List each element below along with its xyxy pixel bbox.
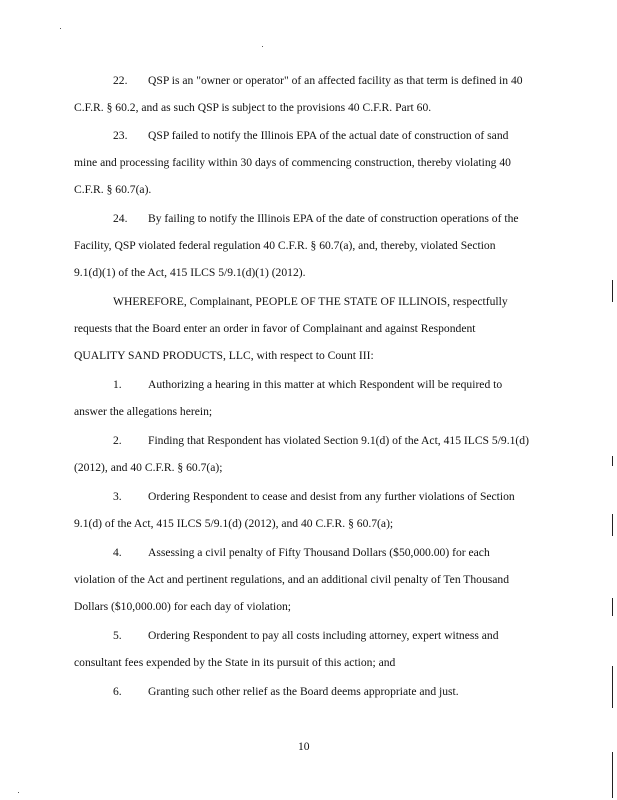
text-line: QSP is an "owner or operator" of an affected facility as that term is defined in 40 — [148, 74, 523, 87]
text-line: Finding that Respondent has violated Section 9.1(d) of the Act, 415 ILCS 5/9.1(d) — [148, 434, 529, 447]
text-line: Granting such other relief as the Board deems appropriate and just. — [148, 685, 459, 698]
paragraph-number: 23. — [113, 129, 128, 142]
text-line: Authorizing a hearing in this matter at which Respondent will be required to — [148, 378, 503, 391]
scan-speck — [262, 46, 263, 47]
margin-revision-bar — [612, 280, 613, 302]
text-line: 9.1(d)(1) of the Act, 415 ILCS 5/9.1(d)(1) (2012). — [74, 266, 306, 279]
text-line: answer the allegations herein; — [74, 405, 213, 418]
paragraph-number: 24. — [113, 212, 128, 225]
margin-revision-bar — [612, 598, 613, 616]
text-line: Facility, QSP violated federal regulation 40 C.F.R. § 60.7(a), and, thereby, violated Section — [74, 239, 496, 252]
margin-revision-bar — [612, 666, 613, 708]
text-line: By failing to notify the Illinois EPA of the date of construction operations of the — [148, 212, 519, 225]
text-line: consultant fees expended by the State in its pursuit of this action; and — [74, 656, 396, 669]
relief-number: 3. — [113, 490, 122, 503]
text-line: C.F.R. § 60.7(a). — [74, 183, 152, 196]
margin-revision-bar — [612, 752, 613, 798]
relief-number: 4. — [113, 546, 122, 559]
text-line: 9.1(d) of the Act, 415 ILCS 5/9.1(d) (2012), and 40 C.F.R. § 60.7(a); — [74, 517, 394, 530]
text-line: requests that the Board enter an order in favor of Complainant and against Respondent — [74, 322, 476, 335]
text-line: QUALITY SAND PRODUCTS, LLC, with respect to Count III: — [74, 349, 374, 362]
text-line: Assessing a civil penalty of Fifty Thousand Dollars ($50,000.00) for each — [148, 546, 490, 559]
text-line: QSP failed to notify the Illinois EPA of the actual date of construction of sand — [148, 129, 509, 142]
text-line: violation of the Act and pertinent regulations, and an additional civil penalty of Ten Thousand — [74, 573, 510, 586]
text-line: Ordering Respondent to pay all costs including attorney, expert witness and — [148, 629, 499, 642]
margin-revision-bar — [612, 514, 613, 536]
page-number: 10 — [298, 740, 310, 753]
text-line: C.F.R. § 60.2, and as such QSP is subject to the provisions 40 C.F.R. Part 60. — [74, 101, 432, 114]
paragraph-number: 22. — [113, 74, 128, 87]
scan-speck — [60, 28, 61, 29]
relief-number: 5. — [113, 629, 122, 642]
relief-number: 1. — [113, 378, 122, 391]
relief-number: 2. — [113, 434, 122, 447]
text-line: WHEREFORE, Complainant, PEOPLE OF THE STATE OF ILLINOIS, respectfully — [113, 295, 508, 308]
text-line: mine and processing facility within 30 days of commencing construction, thereby violating 40 — [74, 156, 511, 169]
text-line: (2012), and 40 C.F.R. § 60.7(a); — [74, 461, 223, 474]
text-line: Dollars ($10,000.00) for each day of violation; — [74, 600, 292, 613]
relief-number: 6. — [113, 685, 122, 698]
text-line: Ordering Respondent to cease and desist from any further violations of Section — [148, 490, 515, 503]
margin-revision-bar — [612, 456, 613, 466]
scan-speck — [18, 792, 19, 793]
